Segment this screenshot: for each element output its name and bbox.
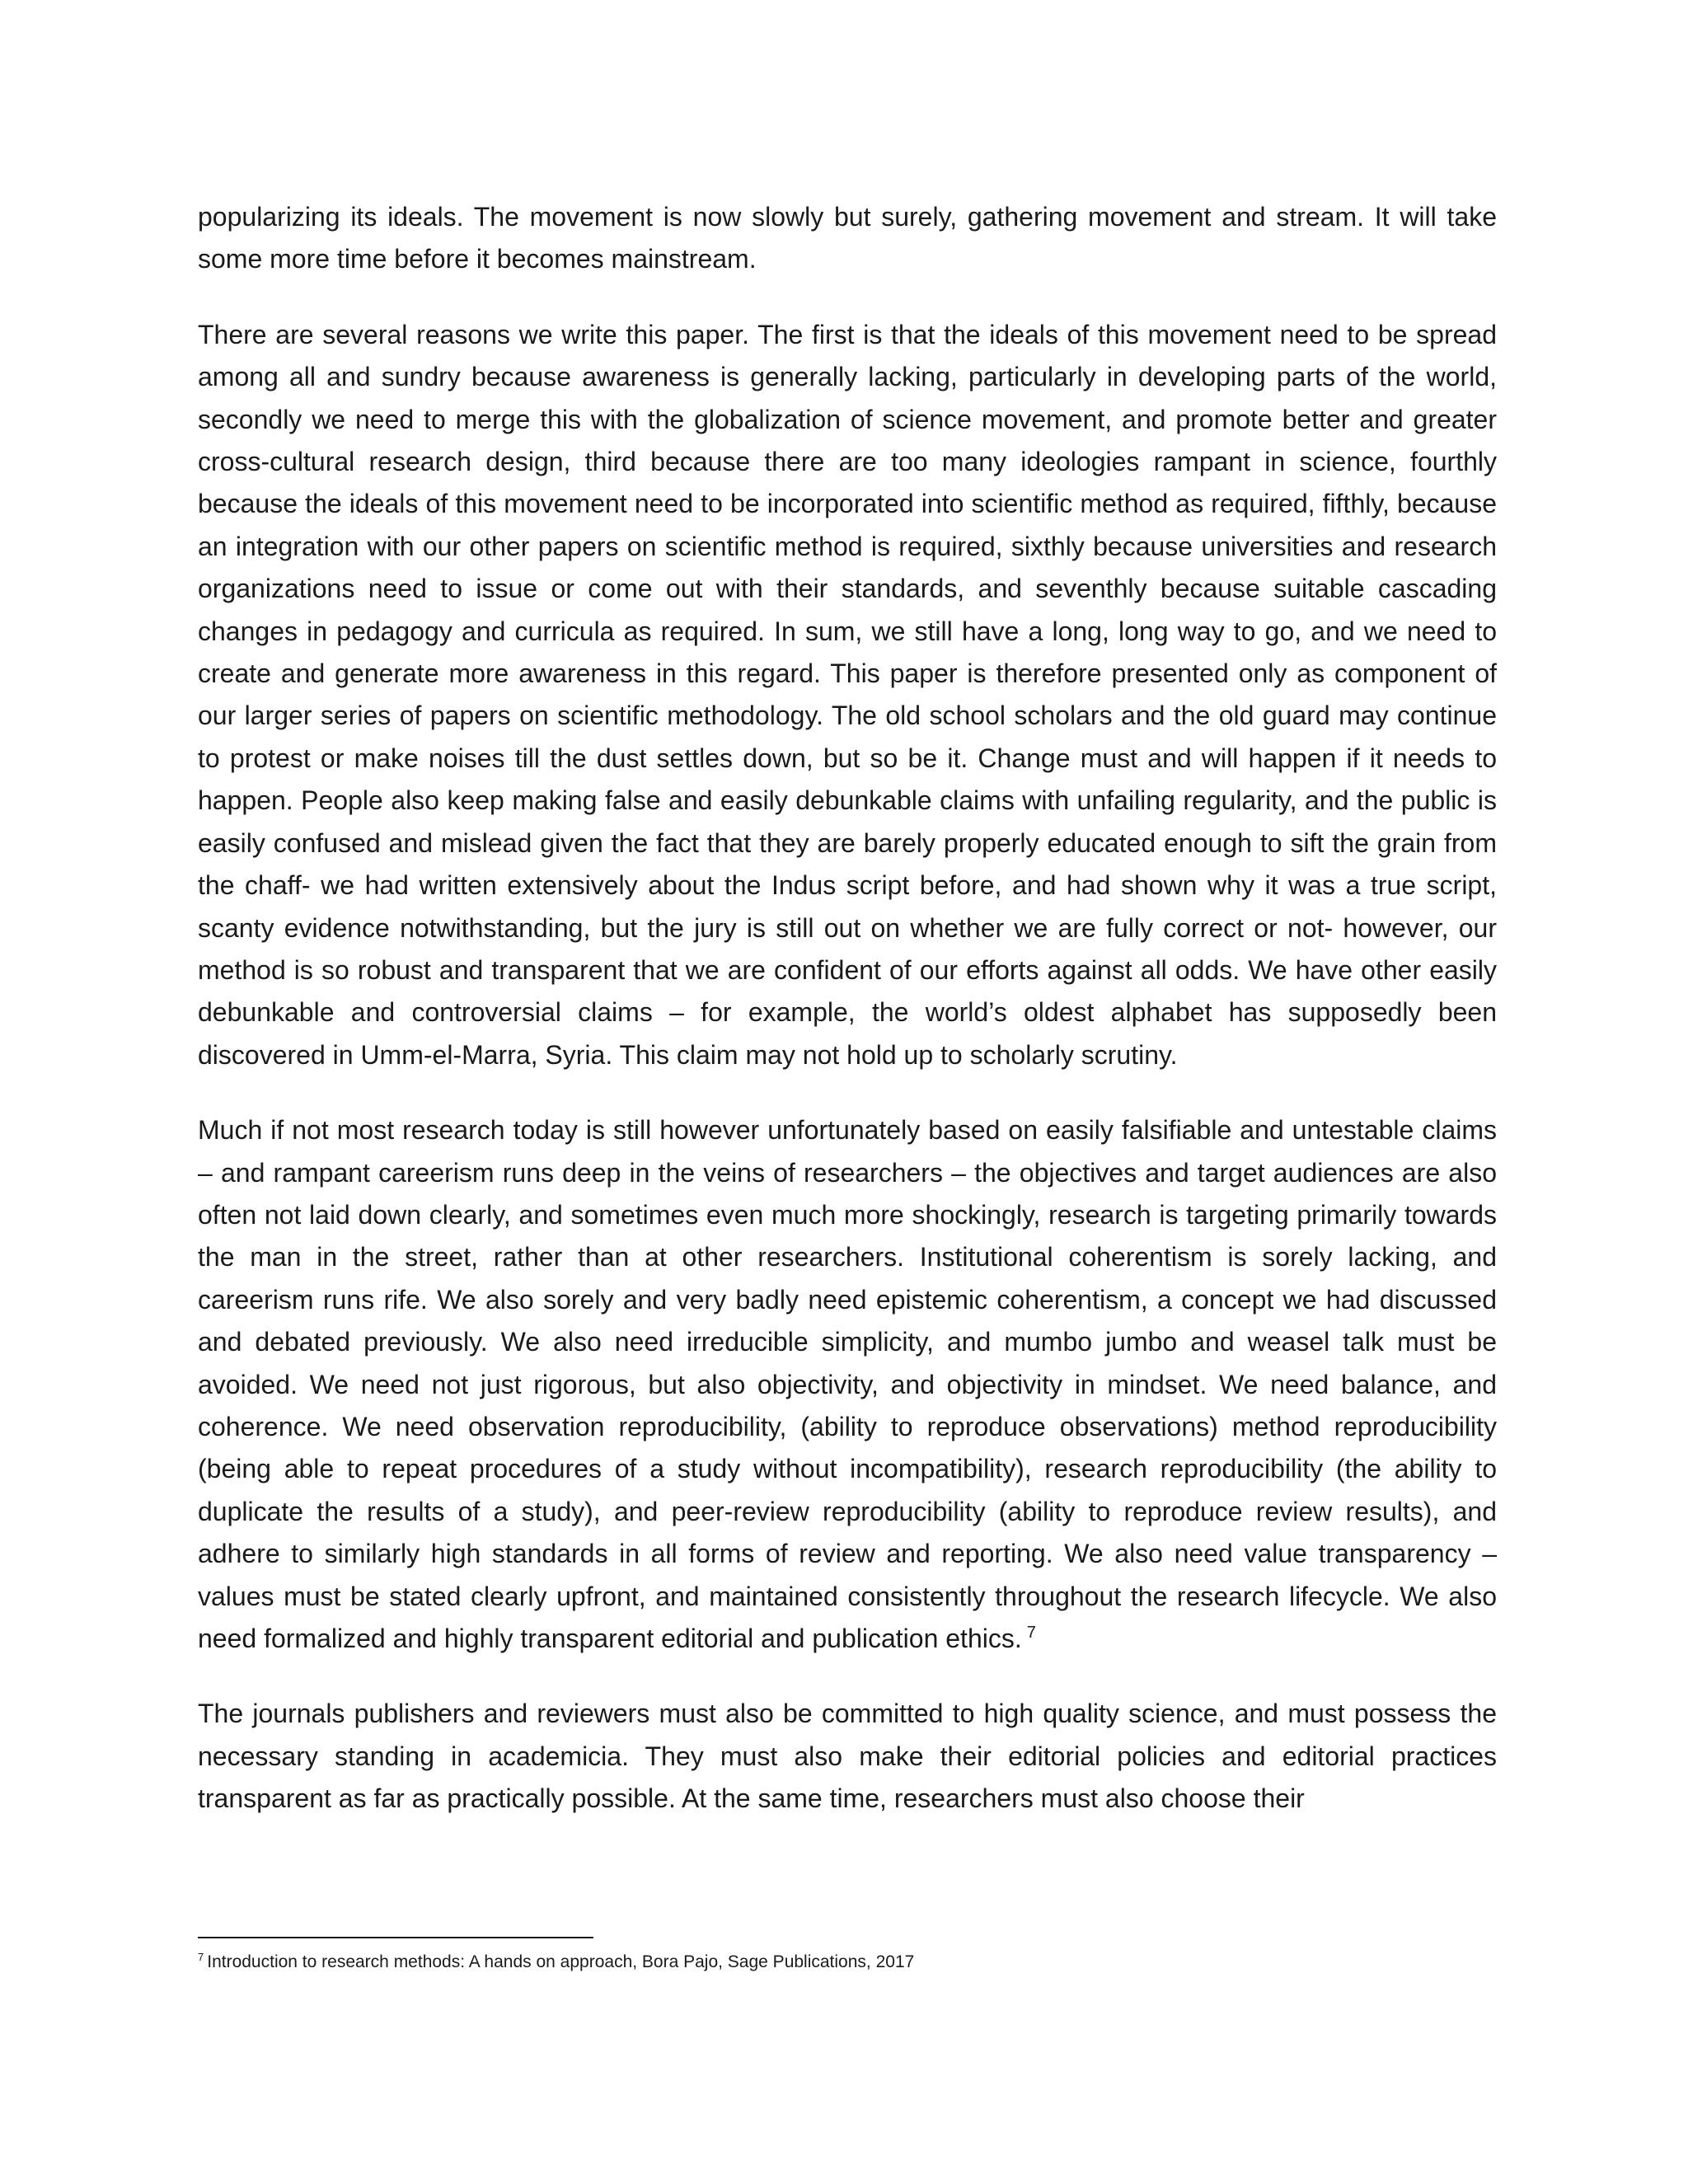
paragraph-4: The journals publishers and reviewers must also be committed to high quality science, and must possess the necessary standing in academicia. They must also make their editorial policies and editorial practices transparent as far as practically possible. At the same time, researchers must also choose their <box>198 1699 1497 1814</box>
footnote-text: Introduction to research methods: A hands on approach, Bora Pajo, Sage Publications, 2017 <box>207 1952 915 1971</box>
footnote-reference: 7 <box>1026 1624 1036 1643</box>
footnote-divider <box>198 1937 593 1938</box>
paragraph-1: popularizing its ideals. The movement is now slowly but surely, gathering movement and stream. It will take some more time before it becomes mainstream. <box>198 202 1497 274</box>
footnote <box>198 1950 1497 1975</box>
footnote-number: 7 <box>198 1951 204 1963</box>
paragraph-2: There are several reasons we write this paper. The first is that the ideals of this movement need to be spread among all and sundry because awareness is generally lacking, particularly in developing parts of the world, secondly we need to merge this with the globalization of science movement, and promote better and greater cross-cultural research design, third because there are too many ideologies rampant in science, fourthly because the ideals of this movement need to be incorporated into scientific method as required, fifthly, because an integration with our other papers on scientific method is required, sixthly because universities and research organizations need to issue or come out with their standards, and seventhly because suitable cascading changes in pedagogy and curricula as required. In sum, we still have a long, long way to go, and we need to create and generate more awareness in this regard. This paper is therefore presented only as component of our larger series of papers on scientific methodology. The old school scholars and the old guard may continue to protest or make noises till the dust settles down, but so be it. Change must and will happen if it needs to happen. People also keep making false and easily debunkable claims with unfailing regularity, and the public is easily confused and mislead given the fact that they are barely properly educated enough to sift the grain from the chaff- we had written extensively about the Indus script before, and had shown why it was a true script, scanty evidence notwithstanding, but the jury is still out on whether we are fully correct or not- however, our method is so robust and transparent that we are confident of our efforts against all odds. We have other easily debunkable and controversial claims – for example, the world’s oldest alphabet has supposedly been discovered in Umm-el-Marra, Syria. This claim may not hold up to scholarly scrutiny. <box>198 319 1497 1070</box>
paragraph-3-text: Much if not most research today is still however unfortunately based on easily falsifiable and untestable claims – and rampant careerism runs deep in the veins of researchers – the objectives and target audiences are also often not laid down clearly, and sometimes even much more shockingly, research is targeting primarily towards the man in the street, rather than at other researchers. Institutional coherentism is sorely lacking, and careerism runs rife. We also sorely and very badly need epistemic coherentism, a concept we had discussed and debated previously. We also need irreducible simplicity, and mumbo jumbo and weasel talk must be avoided. We need not just rigorous, but also objectivity, and objectivity in mindset. We need balance, and coherence. We need observation reproducibility, (ability to reproduce observations) method reproducibility (being able to repeat procedures of a study without incompatibility), research reproducibility (the ability to duplicate the results of a study), and peer-review reproducibility (ability to reproduce review results), and adhere to similarly high standards in all forms of review and reporting. We also need value transparency – values must be stated clearly upfront, and maintained consistently throughout the research lifecycle. We also need formalized and highly transparent editorial and publication ethics. <box>198 1115 1497 1653</box>
paragraph-3 <box>198 1109 1497 1660</box>
body-text <box>198 196 1497 1821</box>
